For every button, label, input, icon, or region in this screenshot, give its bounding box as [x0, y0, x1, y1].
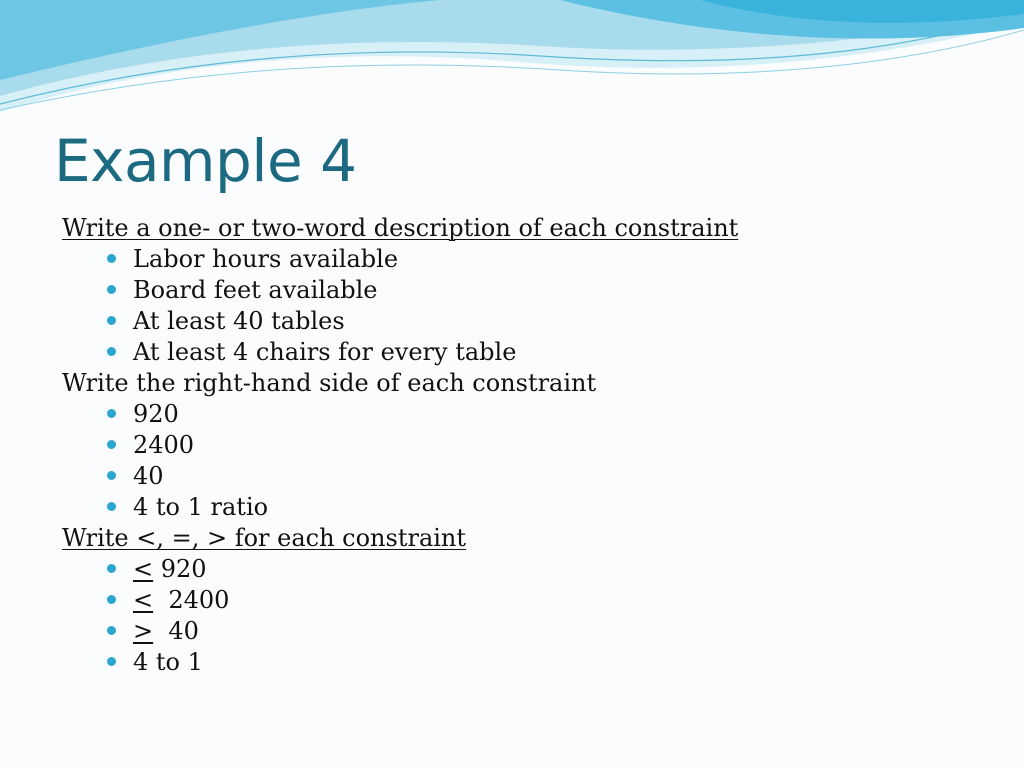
- list-item-text: 2400: [133, 431, 195, 459]
- bullet-icon: [107, 285, 116, 294]
- relation-value: 4 to 1: [133, 648, 203, 676]
- list-relations: [62, 554, 1002, 678]
- list-item-text: 920: [133, 400, 179, 428]
- section-heading-relations-text: Write <, =, > for each constraint: [62, 524, 467, 552]
- section-heading-rhs-text: Write the right-hand side of each constraint: [62, 369, 597, 397]
- list-item-text: Labor hours available: [133, 245, 399, 273]
- list-item-text: Board feet available: [133, 276, 378, 304]
- bullet-icon: [107, 626, 116, 635]
- list-item: [107, 244, 1002, 275]
- list-item-text: 4 to 1 ratio: [133, 493, 269, 521]
- bullet-icon: [107, 440, 116, 449]
- list-item: [107, 585, 1002, 616]
- bullet-icon: [107, 347, 116, 356]
- slide-body: [62, 213, 1002, 678]
- list-item: [107, 461, 1002, 492]
- slide-title: Example 4: [54, 127, 357, 195]
- list-item: [107, 306, 1002, 337]
- relation-value: 40: [153, 617, 199, 645]
- list-item: [107, 337, 1002, 368]
- list-descriptions: [62, 244, 1002, 368]
- list-item-text: 40: [133, 462, 164, 490]
- list-item: [107, 492, 1002, 523]
- bullet-icon: [107, 316, 116, 325]
- bullet-icon: [107, 595, 116, 604]
- relation-symbol: >: [133, 617, 154, 645]
- header-wave-decoration: [0, 0, 1024, 120]
- list-item: [107, 616, 1002, 647]
- section-heading-descriptions: [62, 213, 1002, 244]
- list-item: [107, 399, 1002, 430]
- bullet-icon: [107, 471, 116, 480]
- list-item-text: At least 40 tables: [133, 307, 345, 335]
- list-rhs: [62, 399, 1002, 523]
- bullet-icon: [107, 254, 116, 263]
- list-item-text: At least 4 chairs for every table: [133, 338, 517, 366]
- relation-symbol: <: [133, 555, 154, 583]
- list-item: [107, 430, 1002, 461]
- list-item: [107, 554, 1002, 585]
- list-item: [107, 275, 1002, 306]
- bullet-icon: [107, 657, 116, 666]
- bullet-icon: [107, 409, 116, 418]
- section-heading-descriptions-text: Write a one- or two-word description of each constraint: [62, 214, 739, 242]
- bullet-icon: [107, 564, 116, 573]
- bullet-icon: [107, 502, 116, 511]
- relation-value: 2400: [153, 586, 230, 614]
- list-item: [107, 647, 1002, 678]
- relation-symbol: <: [133, 586, 154, 614]
- relation-value: 920: [153, 555, 207, 583]
- section-heading-rhs: [62, 368, 1002, 399]
- section-heading-relations: [62, 523, 1002, 554]
